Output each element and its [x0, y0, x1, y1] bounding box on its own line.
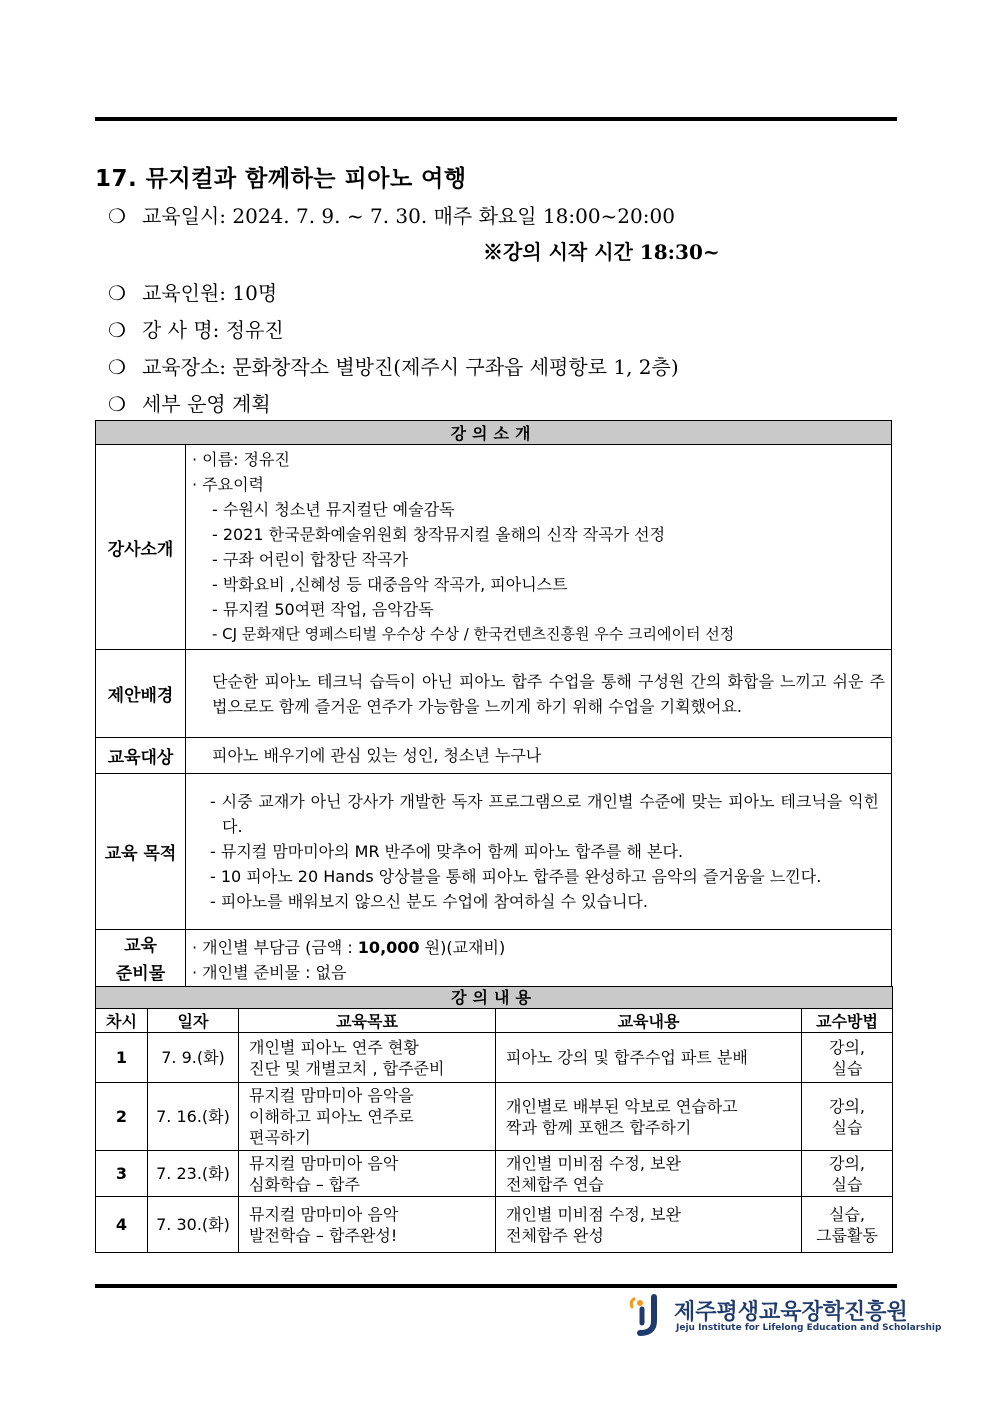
session-number: 4 — [96, 1197, 148, 1253]
session-method-line: 강의, — [829, 1153, 866, 1173]
table-row — [96, 1197, 893, 1253]
info-instructor — [108, 314, 284, 343]
session-method-line: 강의, — [829, 1096, 866, 1116]
session-goal-line: 개인별 피아노 연주 현황 — [249, 1037, 419, 1057]
materials-label-line: 교육 — [124, 935, 157, 956]
info-date-text: 교육일시: 2024. 7. 9. ~ 7. 30. 매주 화요일 18:00~20:00 — [142, 204, 675, 228]
session-goal — [239, 1033, 496, 1083]
info-people — [108, 277, 277, 306]
goal-item: - 시중 교재가 아닌 강사가 개발한 독자 프로그램으로 개인별 수준에 맞는 피아노 테크닉을 익힌다. — [210, 792, 879, 836]
circle-bullet-icon: ❍ — [108, 204, 126, 228]
circle-bullet-icon: ❍ — [108, 281, 126, 305]
session-goal-line: 뮤지컬 맘마미아 음악 — [249, 1204, 399, 1224]
instructor-line: - 2021 한국문화예술위원회 창작뮤지컬 올해의 신작 작곡가 선정 — [212, 525, 666, 544]
session-date: 7. 9.(화) — [148, 1033, 239, 1083]
intro-table — [95, 420, 892, 990]
session-content — [496, 1151, 802, 1197]
column-header: 차시 — [96, 1009, 148, 1033]
start-time-notice: ※강의 시작 시간 18:30~ — [483, 240, 720, 264]
info-date — [108, 200, 675, 229]
session-date: 7. 30.(화) — [148, 1197, 239, 1253]
instructor-line: · 주요이력 — [192, 475, 264, 494]
materials-details — [186, 930, 892, 990]
circle-bullet-icon: ❍ — [108, 392, 126, 416]
session-goal — [239, 1083, 496, 1151]
column-header: 교육내용 — [496, 1009, 802, 1033]
session-goal-line: 발전학습 – 합주완성! — [249, 1225, 398, 1245]
materials-cost-suffix: 원)(교재비) — [419, 937, 506, 957]
schedule-header: 강의내용 — [96, 987, 893, 1009]
instructor-line: - 박화요비 ,신혜성 등 대중음악 작곡가, 피아니스트 — [212, 575, 568, 594]
table-row — [96, 1151, 893, 1197]
materials-cost-amount: 10,000 — [357, 937, 420, 957]
info-plan — [108, 388, 271, 417]
goal-item: - 뮤지컬 맘마미아의 MR 반주에 맞추어 함께 피아노 합주를 해 본다. — [210, 842, 684, 861]
background-text: 단순한 피아노 테크닉 습득이 아닌 피아노 합주 수업을 통해 구성원 간의 화합을 느끼고 쉬운 주법으로도 함께 즐거운 연주가 가능함을 느끼게 하기 위해 수업을 기획했어요. — [186, 650, 892, 738]
instructor-line: - 구좌 어린이 합창단 작곡가 — [212, 550, 409, 569]
session-method-line: 그룹활동 — [816, 1225, 878, 1245]
session-content — [496, 1083, 802, 1151]
session-content-line: 전체합주 완성 — [506, 1225, 604, 1245]
materials-cost — [192, 935, 885, 960]
materials-label — [96, 930, 186, 990]
session-goal — [239, 1197, 496, 1253]
info-instructor-text: 강 사 명: 정유진 — [142, 318, 284, 342]
bottom-rule — [95, 1284, 897, 1288]
goal-label: 교육 목적 — [96, 774, 186, 930]
intro-header: 강의소개 — [96, 421, 892, 445]
institute-name: 제주평생교육장학진흥원 — [674, 1300, 908, 1325]
info-plan-text: 세부 운영 계획 — [142, 392, 271, 416]
session-method — [802, 1151, 893, 1197]
institute-subtitle: Jeju Institute for Lifelong Education and Scholarship — [676, 1323, 942, 1333]
session-content-line: 피아노 강의 및 합주수업 파트 분배 — [506, 1048, 748, 1067]
session-goal — [239, 1151, 496, 1197]
session-number: 3 — [96, 1151, 148, 1197]
session-number: 2 — [96, 1083, 148, 1151]
instructor-label: 강사소개 — [96, 445, 186, 650]
circle-bullet-icon: ❍ — [108, 318, 126, 342]
instructor-line: - CJ 문화재단 영페스티벌 우수상 수상 / 한국컨텐츠진흥원 우수 크리에이터 선정 — [212, 625, 735, 643]
session-content-line: 전체합주 연습 — [506, 1174, 604, 1194]
institute-logo-mark-icon — [626, 1293, 666, 1337]
instructor-line: - 뮤지컬 50여편 작업, 음악감독 — [212, 600, 434, 619]
instructor-line: - 수원시 청소년 뮤지컬단 예술감독 — [212, 500, 455, 519]
session-content-line: 짝과 함께 포핸즈 합주하기 — [506, 1117, 692, 1137]
materials-cost-prefix: · 개인별 부담금 (금액 : — [192, 937, 358, 957]
session-goal-line: 뮤지컬 맘마미아 음악을 — [249, 1086, 414, 1105]
instructor-line: · 이름: 정유진 — [192, 450, 290, 469]
materials-items: · 개인별 준비물 : 없음 — [192, 962, 347, 982]
table-row — [96, 1083, 893, 1151]
session-goal-line: 이해하고 피아노 연주로 — [249, 1107, 414, 1126]
session-content-line: 개인별 미비점 수정, 보완 — [506, 1204, 681, 1224]
session-method-line: 강의, — [829, 1037, 866, 1057]
top-rule — [95, 117, 897, 121]
session-method-line: 실습 — [831, 1117, 863, 1137]
info-place — [108, 351, 679, 380]
goal-list — [186, 774, 892, 930]
background-label: 제안배경 — [96, 650, 186, 738]
table-row — [96, 1033, 893, 1083]
info-people-text: 교육인원: 10명 — [142, 281, 278, 305]
session-method — [802, 1033, 893, 1083]
session-method-line: 실습 — [831, 1174, 863, 1194]
goal-item: - 10 피아노 20 Hands 앙상블을 통해 피아노 합주를 완성하고 음악의 즐거움을 느낀다. — [210, 867, 822, 886]
session-content-line: 개인별로 배부된 악보로 연습하고 — [506, 1096, 738, 1116]
session-method — [802, 1083, 893, 1151]
target-text: 피아노 배우기에 관심 있는 성인, 청소년 누구나 — [186, 738, 892, 774]
session-goal-line: 편곡하기 — [249, 1128, 311, 1147]
info-place-text: 교육장소: 문화창작소 별방진(제주시 구좌읍 세평항로 1, 2층) — [142, 355, 679, 379]
column-header: 교육목표 — [239, 1009, 496, 1033]
session-goal-line: 뮤지컬 맘마미아 음악 — [249, 1153, 399, 1173]
institute-logo — [626, 1293, 942, 1341]
schedule-table — [95, 986, 893, 1253]
session-date: 7. 16.(화) — [148, 1083, 239, 1151]
column-header: 교수방법 — [802, 1009, 893, 1033]
page-title: 17. 뮤지컬과 함께하는 피아노 여행 — [95, 166, 467, 192]
session-date: 7. 23.(화) — [148, 1151, 239, 1197]
session-method-line: 실습 — [831, 1058, 863, 1078]
session-content — [496, 1197, 802, 1253]
circle-bullet-icon: ❍ — [108, 355, 126, 379]
session-method-line: 실습, — [829, 1204, 866, 1224]
session-content — [496, 1033, 802, 1083]
session-number: 1 — [96, 1033, 148, 1083]
target-label: 교육대상 — [96, 738, 186, 774]
column-header: 일자 — [148, 1009, 239, 1033]
session-goal-line: 진단 및 개별코치 , 합주준비 — [249, 1058, 445, 1078]
session-goal-line: 심화학습 – 합주 — [249, 1174, 360, 1194]
instructor-details — [186, 445, 892, 650]
session-content-line: 개인별 미비점 수정, 보완 — [506, 1153, 681, 1173]
materials-label-line: 준비물 — [115, 963, 166, 984]
goal-item: - 피아노를 배워보지 않으신 분도 수업에 참여하실 수 있습니다. — [210, 892, 648, 911]
session-method — [802, 1197, 893, 1253]
